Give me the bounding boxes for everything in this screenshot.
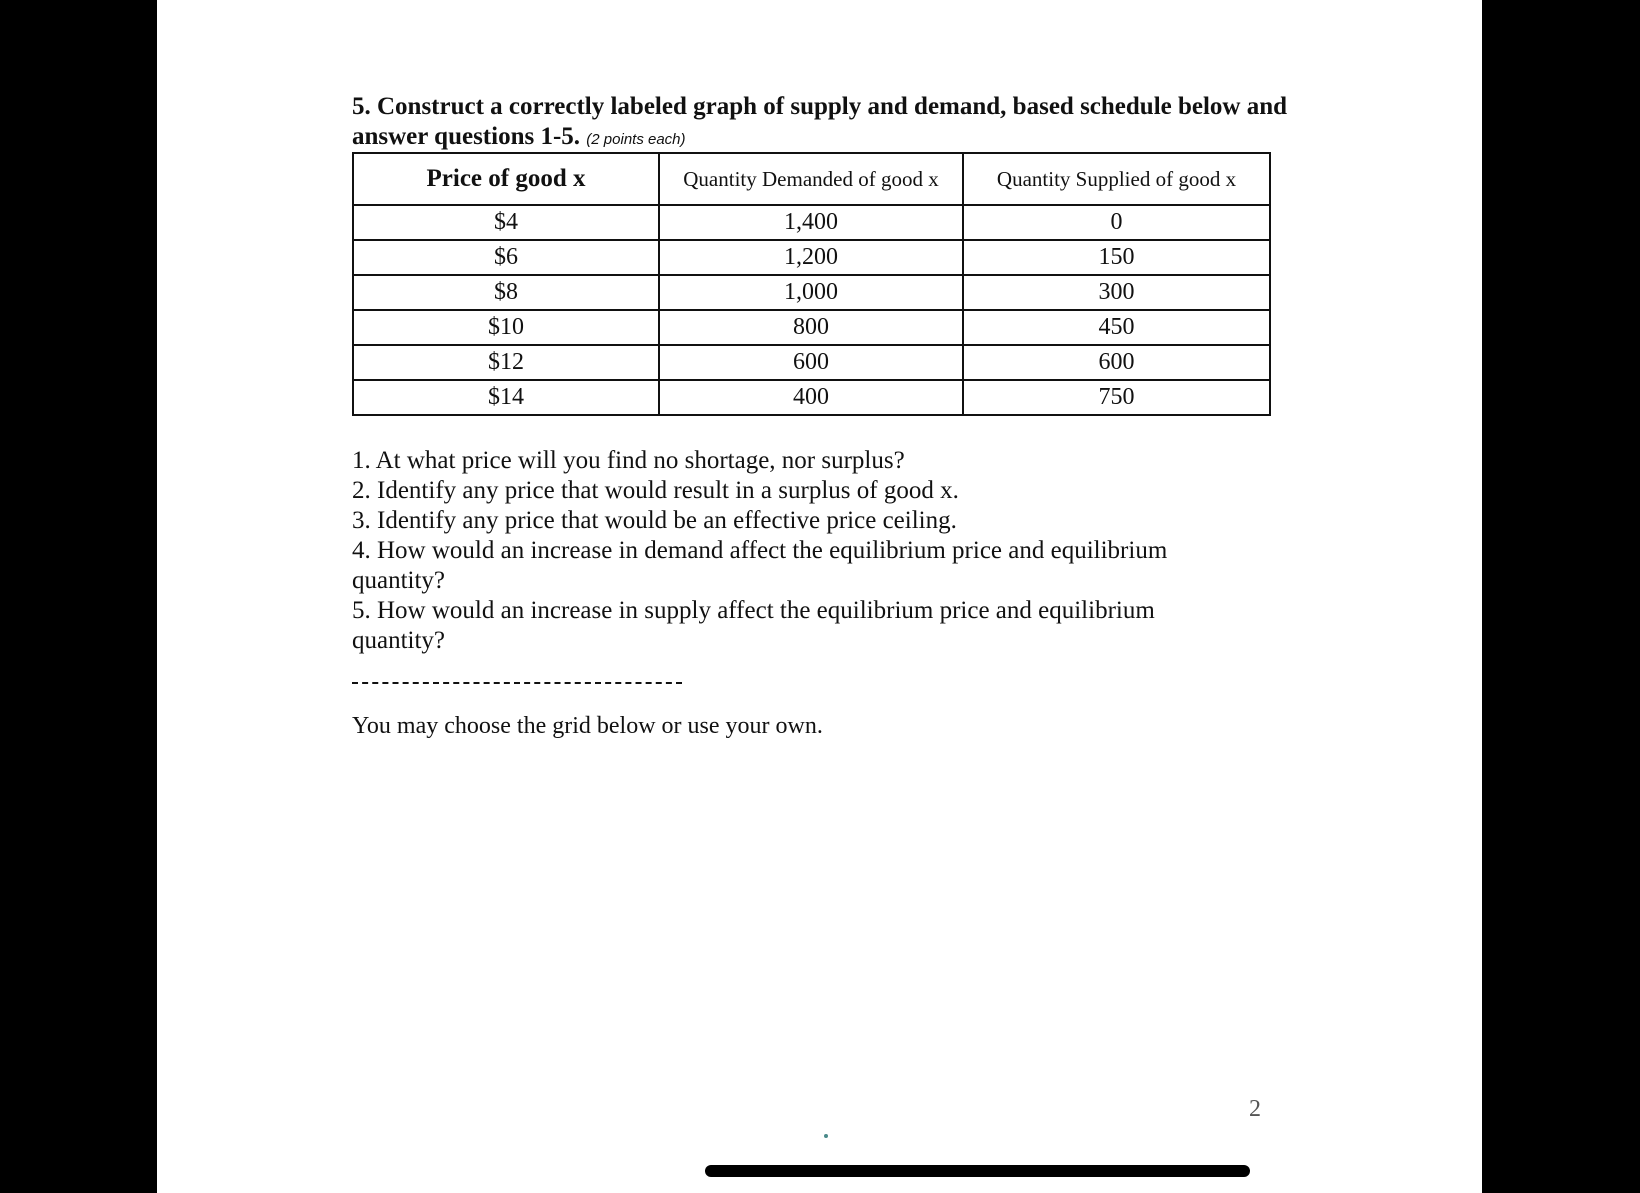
quantity-supplied-cell: 600 bbox=[963, 345, 1270, 380]
question-list bbox=[352, 446, 1232, 656]
table-header-row bbox=[353, 153, 1270, 205]
price-cell: $10 bbox=[353, 310, 659, 345]
page-indicator-dot bbox=[824, 1134, 828, 1138]
column-header-quantity-supplied: Quantity Supplied of good x bbox=[963, 153, 1270, 205]
question-title: 5. Construct a correctly labeled graph of supply and demand, based schedule below and answer questions 1-5. bbox=[352, 93, 1288, 150]
price-cell: $14 bbox=[353, 380, 659, 415]
table-row bbox=[353, 275, 1270, 310]
points-note: (2 points each) bbox=[586, 131, 686, 148]
price-cell: $8 bbox=[353, 275, 659, 310]
question-3: 3. Identify any price that would be an effective price ceiling. bbox=[352, 507, 957, 534]
column-header-quantity-demanded: Quantity Demanded of good x bbox=[659, 153, 963, 205]
document-page bbox=[157, 0, 1482, 1193]
quantity-supplied-cell: 750 bbox=[963, 380, 1270, 415]
quantity-demanded-cell: 600 bbox=[659, 345, 963, 380]
grid-note: You may choose the grid below or use your own. bbox=[352, 713, 823, 739]
quantity-demanded-cell: 1,000 bbox=[659, 275, 963, 310]
column-header-price: Price of good x bbox=[353, 153, 659, 205]
dashed-divider bbox=[352, 682, 682, 684]
question-heading bbox=[352, 92, 1312, 155]
quantity-demanded-cell: 1,400 bbox=[659, 205, 963, 240]
page-number: 2 bbox=[1249, 1096, 1261, 1122]
supply-demand-schedule-table bbox=[352, 152, 1271, 416]
quantity-demanded-cell: 1,200 bbox=[659, 240, 963, 275]
table-row bbox=[353, 310, 1270, 345]
table-row bbox=[353, 345, 1270, 380]
quantity-demanded-cell: 800 bbox=[659, 310, 963, 345]
table-row bbox=[353, 380, 1270, 415]
question-2: 2. Identify any price that would result in a surplus of good x. bbox=[352, 477, 959, 504]
quantity-supplied-cell: 150 bbox=[963, 240, 1270, 275]
table-row bbox=[353, 205, 1270, 240]
price-cell: $12 bbox=[353, 345, 659, 380]
question-5: 5. How would an increase in supply affect the equilibrium price and equilibrium quantity? bbox=[352, 597, 1155, 654]
question-1: 1. At what price will you find no shortage, nor surplus? bbox=[352, 447, 905, 474]
quantity-demanded-cell: 400 bbox=[659, 380, 963, 415]
quantity-supplied-cell: 300 bbox=[963, 275, 1270, 310]
question-4: 4. How would an increase in demand affect the equilibrium price and equilibrium quantity? bbox=[352, 537, 1168, 594]
price-cell: $6 bbox=[353, 240, 659, 275]
table-row bbox=[353, 240, 1270, 275]
quantity-supplied-cell: 450 bbox=[963, 310, 1270, 345]
quantity-supplied-cell: 0 bbox=[963, 205, 1270, 240]
price-cell: $4 bbox=[353, 205, 659, 240]
home-indicator-bar[interactable] bbox=[705, 1165, 1250, 1177]
